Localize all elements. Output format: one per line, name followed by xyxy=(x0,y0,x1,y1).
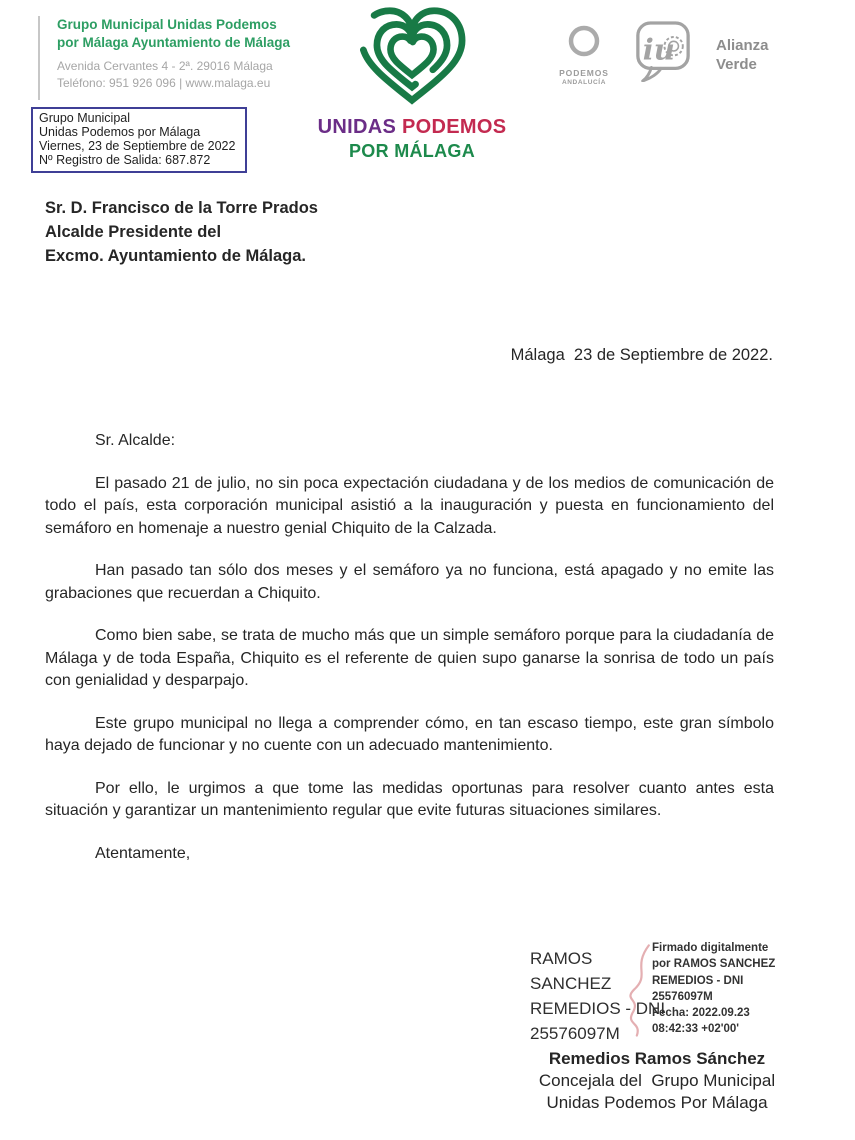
digital-signature-details xyxy=(652,940,782,1038)
stamp-detail-line: por RAMOS SANCHEZ xyxy=(652,958,776,971)
stamp-detail-line: REMEDIOS - DNI xyxy=(652,974,744,987)
podemos-andalucia-logo xyxy=(549,24,619,86)
podemos-circle-icon xyxy=(567,24,601,58)
registry-line-number: Nº Registro de Salida: 687.872 xyxy=(39,152,211,167)
unidas-podemos-logo xyxy=(312,4,512,162)
signer-block xyxy=(492,1048,822,1114)
recipient-title: Alcalde Presidente del xyxy=(45,223,222,241)
podemos-andalucia-label2: ANDALUCÍA xyxy=(561,79,607,86)
stamp-detail-line: Fecha: 2022.09.23 xyxy=(652,1007,750,1020)
organisation-contact xyxy=(57,58,307,91)
registry-line-org: Unidas Podemos por Málaga xyxy=(39,124,201,139)
alianza-verde-line2: Verde xyxy=(716,56,757,73)
recipient-name: Sr. D. Francisco de la Torre Prados xyxy=(45,199,318,217)
paragraph-5: Por ello, le urgimos a que tome las medidas oportunas para resolver cuanto antes esta situación y garantizar un mantenimiento regular que evite futuras situaciones similares. xyxy=(45,779,774,819)
recipient-institution: Excmo. Ayuntamiento de Málaga. xyxy=(45,247,307,265)
iu-letters: iu xyxy=(642,32,675,67)
closing: Atentamente, xyxy=(95,844,191,862)
salutation: Sr. Alcalde: xyxy=(95,432,176,449)
stamp-detail-line: 25576097M xyxy=(652,990,713,1003)
organisation-title-line1: Grupo Municipal Unidas Podemos xyxy=(57,17,277,32)
registry-line-group: Grupo Municipal xyxy=(39,111,131,125)
recipient-block xyxy=(45,196,318,268)
registry-stamp-box xyxy=(31,107,247,173)
signer-role-line1: Concejala del Grupo Municipal xyxy=(538,1071,776,1090)
stamp-name-line: SANCHEZ xyxy=(530,974,612,993)
registry-line-date: Viernes, 23 de Septiembre de 2022 xyxy=(39,138,236,153)
izquierda-unida-logo xyxy=(634,20,692,87)
date-line: Málaga 23 de Septiembre de 2022. xyxy=(510,346,773,364)
wordmark-podemos: PODEMOS xyxy=(402,116,507,138)
paragraph-4: Este grupo municipal no llega a comprender cómo, en tan escaso tiempo, este gran símbolo haya dejado de funcionar y no cuente con un adecuado mantenimiento. xyxy=(45,714,774,754)
signer-name: Remedios Ramos Sánchez xyxy=(548,1049,766,1068)
paragraph-3: Como bien sabe, se trata de mucho más que un simple semáforo porque para la ciudadanía de Málaga y de toda España, Chiquito es el referente de quien supo ganarse la sonrisa de todo un país con genialidad y desparpajo. xyxy=(45,627,774,689)
logo-wordmark-line2: POR MÁLAGA xyxy=(349,141,475,161)
header-vertical-rule xyxy=(38,16,40,100)
stamp-name-line: RAMOS xyxy=(530,949,593,968)
stamp-detail-line: 08:42:33 +02'00' xyxy=(652,1023,739,1036)
organisation-block xyxy=(57,16,307,91)
alianza-verde-line1: Alianza xyxy=(716,37,769,54)
organisation-title-line2: por Málaga Ayuntamiento de Málaga xyxy=(57,34,291,50)
stamp-detail-line: Firmado digitalmente xyxy=(652,942,769,954)
organisation-title xyxy=(57,16,307,51)
stamp-name-line: 25576097M xyxy=(530,1024,620,1043)
paragraph-2: Han pasado tan sólo dos meses y el semáforo ya no funciona, está apagado y no emite las grabaciones que recuerdan a Chiquito. xyxy=(45,562,774,602)
iu-bubble-icon xyxy=(634,20,692,82)
podemos-andalucia-label1: PODEMOS xyxy=(559,68,609,78)
spiral-heart-icon xyxy=(354,4,470,108)
wordmark-unidas: UNIDAS xyxy=(317,116,397,138)
organisation-phone-web: Teléfono: 951 926 096 | www.malaga.eu xyxy=(57,75,271,90)
paragraph-1: El pasado 21 de julio, no sin poca expectación ciudadana y de los medios de comunicación de todo el país, esta corporación municipal asistió a la inauguración y puesta en funcionamiento del semáforo en homenaje a nuestro genial Chiquito de la Calzada. xyxy=(45,474,774,537)
signer-role-line2: Unidas Podemos Por Málaga xyxy=(546,1093,768,1112)
alianza-verde-logo xyxy=(716,36,769,74)
organisation-address: Avenida Cervantes 4 - 2ª. 29016 Málaga xyxy=(57,59,273,73)
logo-wordmark-line1 xyxy=(312,116,512,139)
stamp-name-line: REMEDIOS - DNI xyxy=(530,999,666,1018)
letter-body xyxy=(45,430,774,865)
